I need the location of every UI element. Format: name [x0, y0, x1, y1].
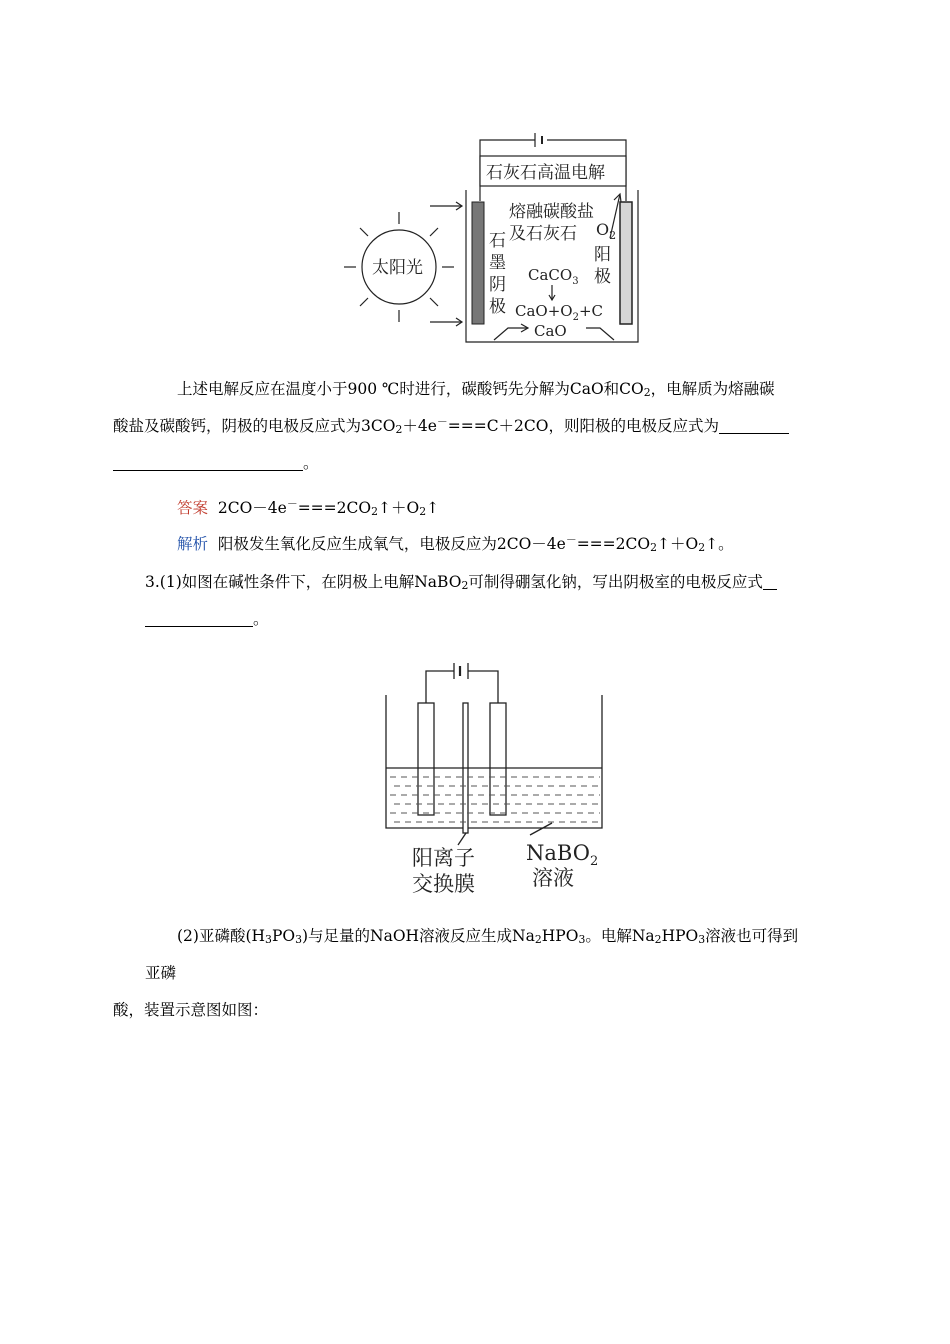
- anode-label-1: 阳: [594, 245, 611, 265]
- problem-paragraph: 上述电解反应在温度小于900 ℃时进行，碳酸钙先分解为CaO和$CO_2$，电解质为熔融碳 酸盐及碳酸钙，阴极的电极反应式为$3CO_2+4e^-===C+2CO$，则阳极的电极反应式为 。: [145, 371, 810, 482]
- solution-label: 溶液: [532, 866, 574, 890]
- cathode-label-2: 墨: [489, 253, 506, 273]
- o2-label: $O_2$: [596, 220, 617, 242]
- anode-label-2: 极: [594, 267, 611, 287]
- molten-label: 熔融碳酸盐: [509, 202, 594, 222]
- answer-line: 答案 $2CO-4e^-===2CO_2↑+O_2↑$: [177, 496, 440, 518]
- electrolysis-label: 石灰石高温电解: [486, 163, 605, 183]
- cathode-label-1: 石: [489, 231, 506, 251]
- cao-label: CaO: [534, 322, 567, 340]
- question-3-part-2: (2)亚磷酸$(H_3PO_3)$与足量的NaOH溶液反应生成$Na_2HPO_3$。电解$Na_2HPO_3$溶液也可得到亚磷 酸，装置示意图如图：: [113, 927, 799, 1019]
- q3-blank: [763, 571, 777, 590]
- sun-label: 太阳光: [372, 258, 423, 278]
- caco3-label: CaCO$_3$: [528, 266, 579, 287]
- figure2-svg: [380, 655, 620, 900]
- cathode-electrode: [472, 202, 484, 324]
- figure-nabo2-cell: [380, 655, 620, 900]
- answer-blank-2: [113, 452, 303, 471]
- explanation-label: 解析: [177, 535, 209, 553]
- figure-limestone-electrolysis: [330, 120, 650, 350]
- cathode-label-3: 阴: [489, 275, 506, 295]
- molten-label-2: 及石灰石: [509, 224, 577, 244]
- cathode-label-4: 极: [489, 297, 506, 317]
- membrane-label-1: 阳离子: [412, 846, 475, 870]
- answer-label: 答案: [177, 499, 209, 517]
- question-3-part-1: 3.(1)如图在碱性条件下，在阴极上电解NaBO$_2$可制得硼氢化钠，写出阴极室的电极反应式 。: [145, 564, 810, 638]
- answer-blank: [719, 415, 789, 434]
- membrane-label-2: 交换膜: [412, 872, 475, 896]
- nabo2-label: NaBO$_2$: [526, 841, 599, 869]
- figure1-svg: [330, 120, 650, 350]
- explanation-line: 解析 阳极发生氧化反应生成氧气，电极反应为$2CO-4e^-===2CO_2↑+O_2↑$。: [177, 532, 734, 554]
- q3-blank-2: [145, 608, 253, 627]
- products-label: $CaO+O_2+C$: [515, 302, 604, 323]
- anode-electrode: [620, 202, 632, 324]
